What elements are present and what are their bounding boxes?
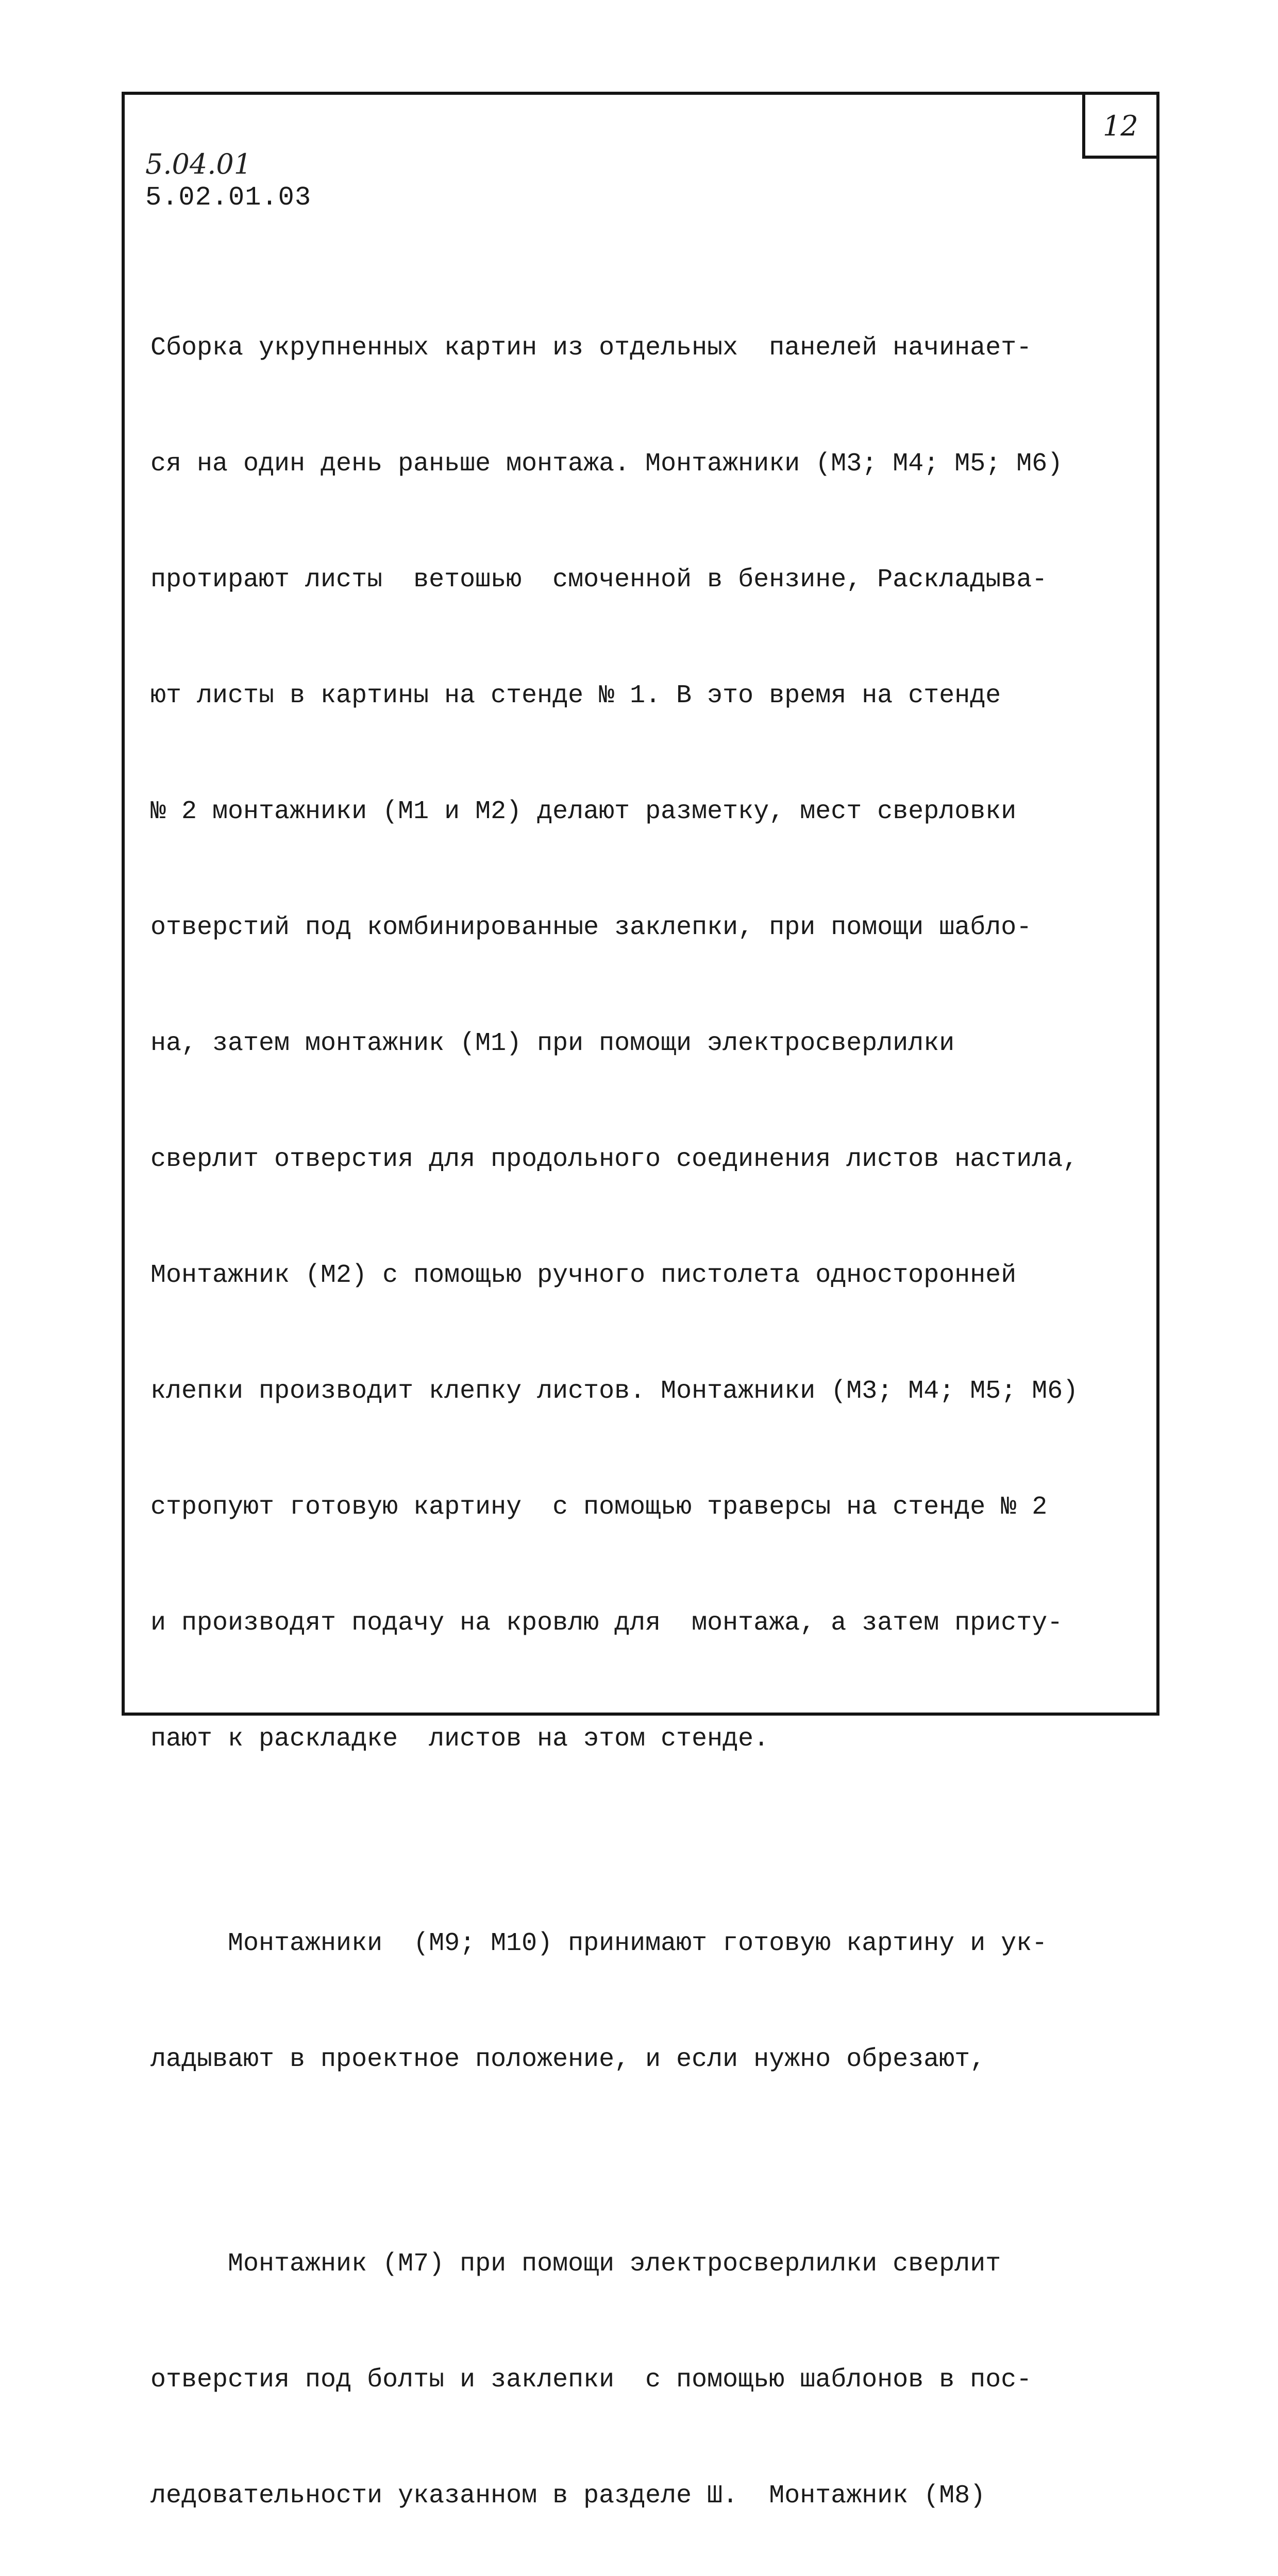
- text-line: Монтажник (М2) с помощью ручного пистолета односторонней: [150, 1261, 1017, 1290]
- text-line: клепки производит клепку листов. Монтажники (М3; М4; М5; М6): [150, 1377, 1079, 1406]
- text-line: отверстия под болты и заклепки с помощью шаблонов в пос-: [150, 2365, 1032, 2395]
- text-line: Сборка укрупненных картин из отдельных панелей начинает-: [150, 333, 1032, 363]
- text-line: и производят подачу на кровлю для монтажа, а затем присту-: [150, 1608, 1063, 1638]
- text-line: ледовательности указанном в разделе Ш. Монтажник (М8): [150, 2481, 986, 2511]
- document-code: 5.02.01.03: [145, 182, 312, 213]
- paragraph: [150, 1847, 1140, 2156]
- text-line: ют листы в картины на стенде № 1. В это время на стенде: [150, 681, 1001, 710]
- text-line: ладывают в проектное положение, и если нужно обрезают,: [150, 2045, 986, 2074]
- body-text: [150, 251, 1140, 2576]
- paragraph: [150, 251, 1140, 1836]
- text-line: № 2 монтажники (М1 и М2) делают разметку, мест сверловки: [150, 797, 1017, 826]
- text-line: отверстий под комбинированные заклепки, при помощи шабло-: [150, 913, 1032, 942]
- handwritten-code: 5.04.01: [145, 148, 252, 180]
- text-line: Монтажники (М9; М10) принимают готовую картину и ук-: [150, 1929, 1048, 1958]
- paragraph: [150, 2167, 1140, 2576]
- text-line: на, затем монтажник (М1) при помощи электросверлилки: [150, 1029, 955, 1058]
- text-line: ся на один день раньше монтажа. Монтажники (М3; М4; М5; М6): [150, 449, 1063, 479]
- page-number: 12: [1103, 110, 1138, 142]
- text-line: пают к раскладке листов на этом стенде.: [150, 1724, 769, 1754]
- text-line: Монтажник (М7) при помощи электросверлилки сверлит: [150, 2249, 1001, 2279]
- text-line: протирают листы ветошью смоченной в бензине, Раскладыва-: [150, 565, 1048, 595]
- text-line: сверлит отверстия для продольного соединения листов настила,: [150, 1145, 1079, 1174]
- text-line: стропуют готовую картину с помощью траверсы на стенде № 2: [150, 1493, 1048, 1522]
